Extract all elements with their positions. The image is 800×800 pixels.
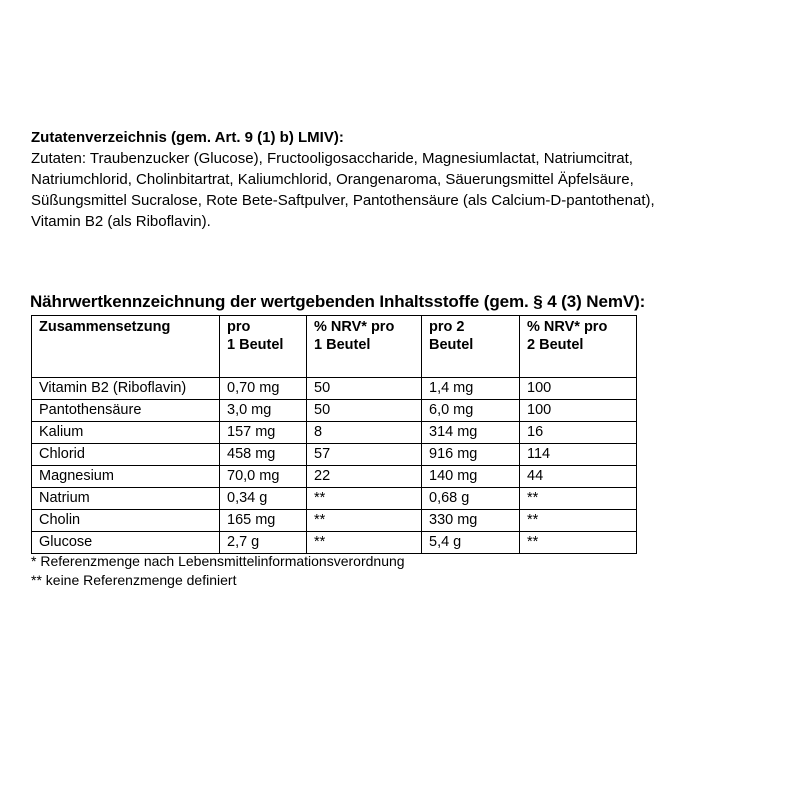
- table-row: [32, 466, 637, 488]
- nutrient-name: Vitamin B2 (Riboflavin): [32, 378, 220, 400]
- footnote-no-reference: ** keine Referenzmenge definiert: [31, 572, 237, 588]
- ingredients-line: Vitamin B2 (als Riboflavin).: [31, 213, 211, 230]
- nrv-2-bags: 44: [520, 466, 637, 488]
- amount-1-bag: 458 mg: [220, 444, 307, 466]
- amount-1-bag: 70,0 mg: [220, 466, 307, 488]
- nrv-1-bag: **: [307, 532, 422, 554]
- header-cell-per-1-bag: pro 1 Beutel: [220, 316, 307, 378]
- nutrition-title: Nährwertkennzeichnung der wertgebenden Inhaltsstoffe (gem. § 4 (3) NemV):: [30, 292, 646, 311]
- footnote-nrv: * Referenzmenge nach Lebensmittelinformationsverordnung: [31, 553, 405, 569]
- header-cell-nrv-1-bag: % NRV* pro 1 Beutel: [307, 316, 422, 378]
- amount-1-bag: 0,34 g: [220, 488, 307, 510]
- nutrient-name: Kalium: [32, 422, 220, 444]
- nrv-1-bag: **: [307, 488, 422, 510]
- amount-2-bags: 916 mg: [422, 444, 520, 466]
- table-row: [32, 444, 637, 466]
- nrv-1-bag: 22: [307, 466, 422, 488]
- nrv-2-bags: **: [520, 510, 637, 532]
- ingredients-line: Süßungsmittel Sucralose, Rote Bete-Saftpulver, Pantothensäure (als Calcium-D-pantothenat),: [31, 192, 655, 209]
- amount-1-bag: 0,70 mg: [220, 378, 307, 400]
- nutrient-name: Magnesium: [32, 466, 220, 488]
- nrv-1-bag: 8: [307, 422, 422, 444]
- table-row: [32, 422, 637, 444]
- amount-1-bag: 2,7 g: [220, 532, 307, 554]
- header-cell-per-2-bags: pro 2 Beutel: [422, 316, 520, 378]
- amount-1-bag: 157 mg: [220, 422, 307, 444]
- table-row: [32, 510, 637, 532]
- nrv-2-bags: **: [520, 532, 637, 554]
- nrv-2-bags: 100: [520, 400, 637, 422]
- nrv-1-bag: 50: [307, 378, 422, 400]
- ingredients-line: Natriumchlorid, Cholinbitartrat, Kaliumchlorid, Orangenaroma, Säuerungsmittel Äpfelsäure,: [31, 171, 634, 188]
- table-row: [32, 532, 637, 554]
- nrv-2-bags: 114: [520, 444, 637, 466]
- amount-2-bags: 0,68 g: [422, 488, 520, 510]
- nutrient-name: Chlorid: [32, 444, 220, 466]
- nrv-2-bags: 100: [520, 378, 637, 400]
- nutrient-name: Pantothensäure: [32, 400, 220, 422]
- footnotes: [31, 552, 405, 590]
- amount-2-bags: 1,4 mg: [422, 378, 520, 400]
- nrv-1-bag: **: [307, 510, 422, 532]
- amount-1-bag: 165 mg: [220, 510, 307, 532]
- amount-2-bags: 5,4 g: [422, 532, 520, 554]
- nutrition-table: [31, 315, 637, 554]
- table-header-row: [32, 316, 637, 378]
- table-row: [32, 400, 637, 422]
- amount-1-bag: 3,0 mg: [220, 400, 307, 422]
- ingredients-section: [31, 127, 791, 232]
- nutrient-name: Natrium: [32, 488, 220, 510]
- nrv-2-bags: **: [520, 488, 637, 510]
- amount-2-bags: 314 mg: [422, 422, 520, 444]
- table-row: [32, 488, 637, 510]
- header-cell-nrv-2-bags: % NRV* pro 2 Beutel: [520, 316, 637, 378]
- amount-2-bags: 6,0 mg: [422, 400, 520, 422]
- ingredients-heading: Zutatenverzeichnis (gem. Art. 9 (1) b) LMIV):: [31, 129, 344, 146]
- table-row: [32, 378, 637, 400]
- amount-2-bags: 330 mg: [422, 510, 520, 532]
- nrv-1-bag: 57: [307, 444, 422, 466]
- amount-2-bags: 140 mg: [422, 466, 520, 488]
- nrv-1-bag: 50: [307, 400, 422, 422]
- nutrient-name: Cholin: [32, 510, 220, 532]
- nrv-2-bags: 16: [520, 422, 637, 444]
- header-cell-composition: Zusammensetzung: [32, 316, 220, 378]
- nutrient-name: Glucose: [32, 532, 220, 554]
- ingredients-line: Zutaten: Traubenzucker (Glucose), Fructooligosaccharide, Magnesiumlactat, Natriumcitrat,: [31, 150, 633, 167]
